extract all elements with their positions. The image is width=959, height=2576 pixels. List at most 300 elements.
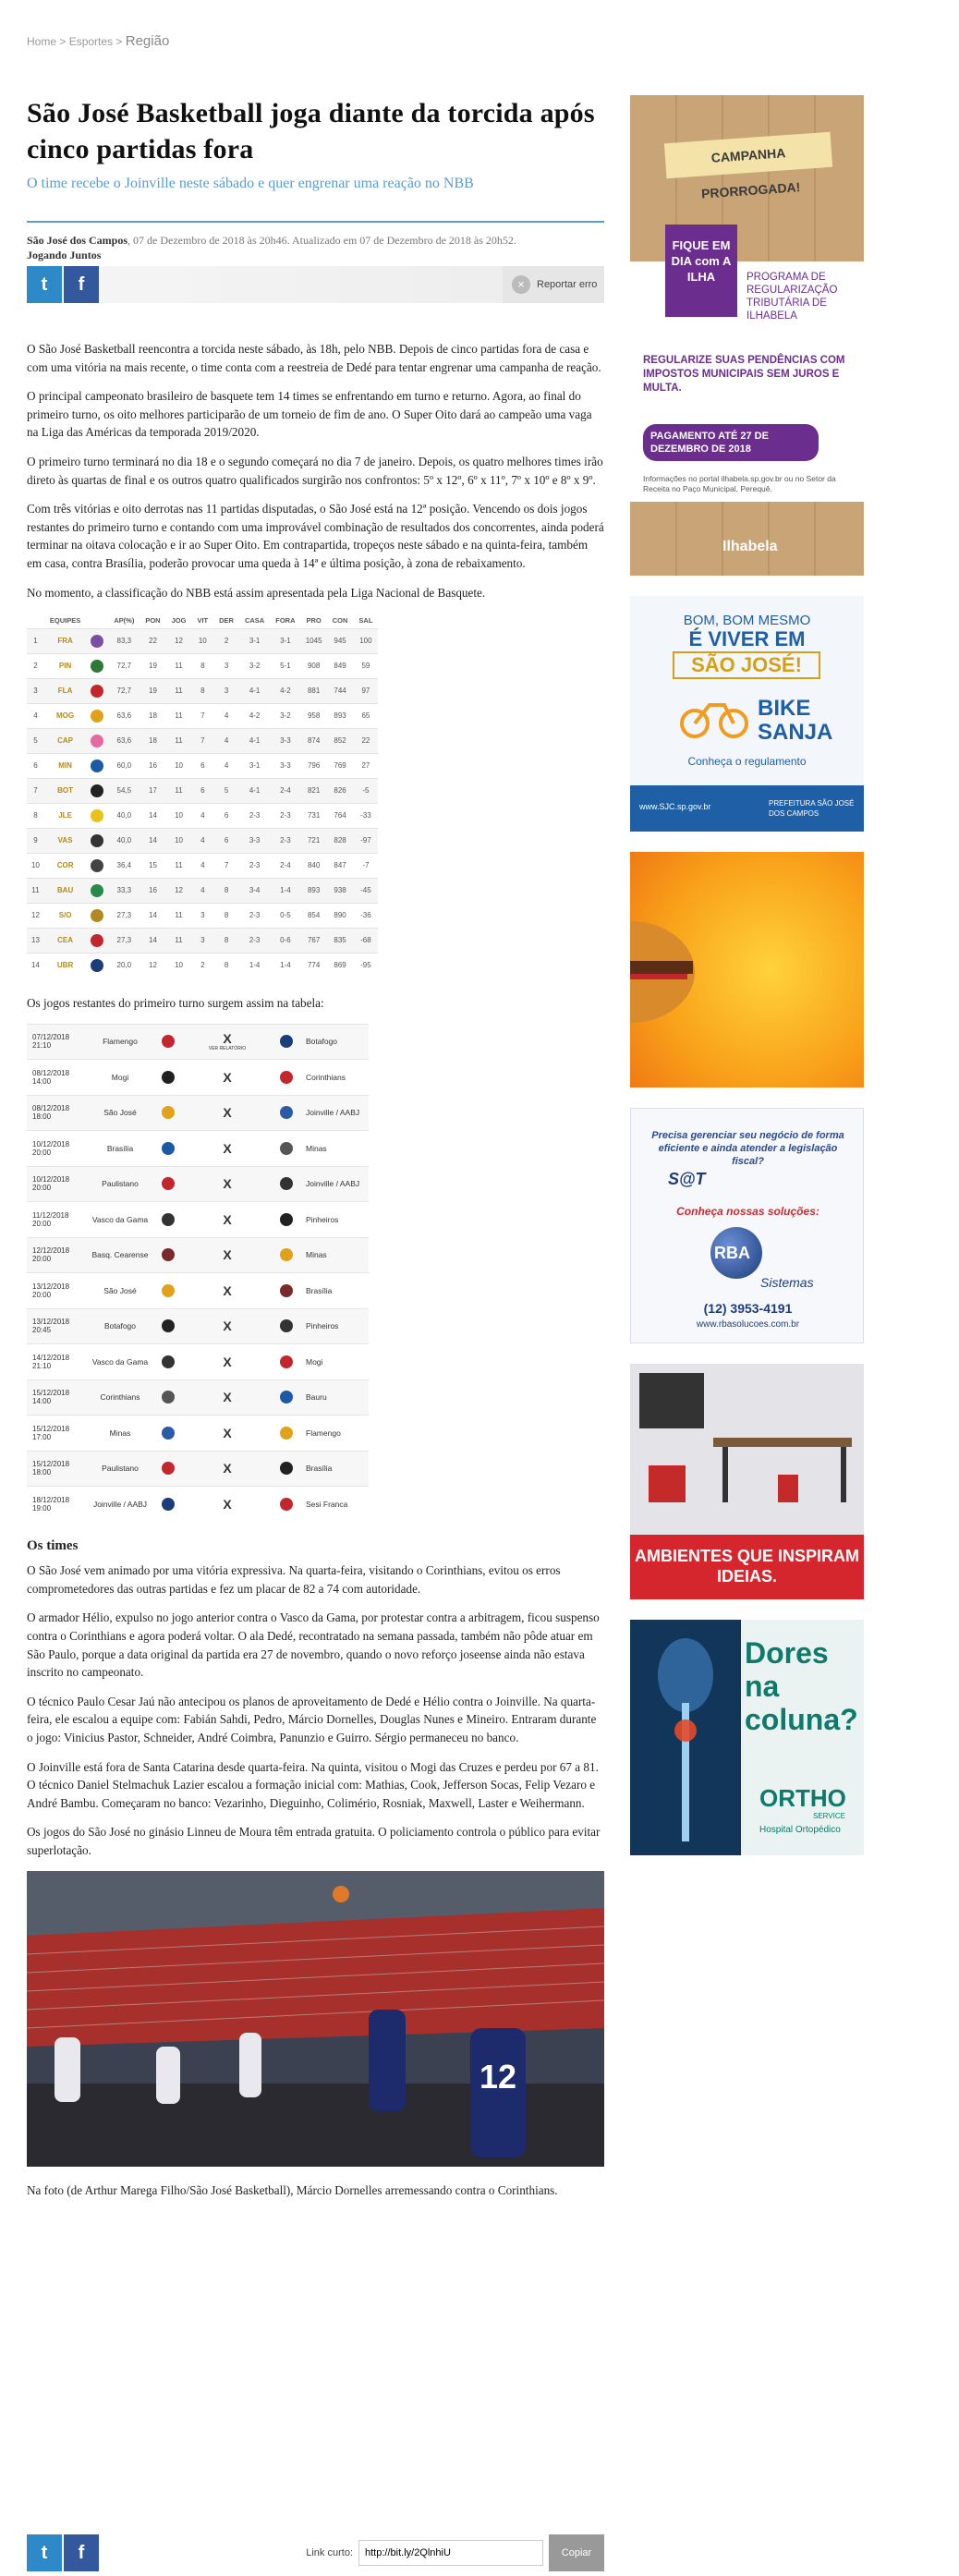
standings-cell: 893	[300, 878, 326, 903]
standings-cell: 3-2	[270, 703, 300, 728]
ad-furniture[interactable]	[630, 1364, 864, 1599]
game-date: 18/12/2018	[32, 1496, 70, 1505]
report-error-button[interactable]	[503, 266, 604, 303]
standings-row	[27, 753, 378, 778]
standings-header-cell: VIT	[197, 615, 209, 625]
home-team-logo-icon	[162, 1142, 175, 1155]
away-team: Corinthians	[302, 1060, 369, 1096]
team-logo-icon	[91, 660, 103, 673]
game-row	[27, 1487, 369, 1523]
away-team: Brasília	[302, 1451, 369, 1487]
away-logo-cell	[271, 1416, 302, 1452]
standings-cell: 1	[27, 628, 44, 653]
home-logo-cell	[152, 1273, 184, 1309]
versus-cell	[184, 1024, 271, 1060]
standings-cell: 10	[166, 828, 192, 853]
standings-cell: 945	[327, 628, 354, 653]
game-row	[27, 1131, 369, 1167]
away-team-logo-icon	[280, 1106, 293, 1119]
game-datetime	[27, 1273, 88, 1309]
ad-burger[interactable]	[630, 852, 864, 1088]
away-team-logo-icon	[280, 1319, 293, 1332]
team-cell	[44, 853, 86, 878]
standings-cell: 6	[213, 828, 239, 853]
game-datetime	[27, 1451, 88, 1487]
away-logo-cell	[271, 1202, 302, 1238]
standings-cell: 4	[213, 703, 239, 728]
team-cell	[44, 778, 86, 803]
standings-cell: 11	[166, 778, 192, 803]
away-team-logo-icon	[280, 1427, 293, 1440]
game-time: 20:00	[32, 1148, 52, 1157]
standings-cell: 8	[213, 903, 239, 928]
standings-cell: 1045	[300, 628, 326, 653]
away-team-logo-icon	[280, 1355, 293, 1368]
standings-cell: 7	[27, 778, 44, 803]
furniture-illustration	[630, 1364, 864, 1535]
away-logo-cell	[271, 1131, 302, 1167]
away-team-logo-icon	[280, 1035, 293, 1048]
team-cell	[44, 678, 86, 703]
ad-tag: FIQUE EM DIA com A ILHA	[665, 225, 737, 317]
twitter-icon: t	[41, 2542, 48, 2563]
standings-cell: 60,0	[108, 753, 140, 778]
standings-cell: 11	[166, 653, 192, 678]
standings-header-cell	[27, 613, 44, 628]
standings-cell: 3	[213, 678, 239, 703]
team-logo-cell	[86, 828, 108, 853]
standings-cell: 4-1	[239, 728, 270, 753]
game-datetime	[27, 1202, 88, 1238]
article-meta	[27, 232, 604, 249]
team-logo-cell	[86, 803, 108, 828]
game-datetime	[27, 1060, 88, 1096]
standings-cell: 11	[166, 678, 192, 703]
home-team-logo-icon	[162, 1355, 175, 1368]
standings-cell: 15	[140, 853, 165, 878]
standings-cell: 54,5	[108, 778, 140, 803]
away-team: Botafogo	[302, 1024, 369, 1060]
game-datetime	[27, 1095, 88, 1131]
report-link[interactable]: VER RELATÓRIO	[208, 1046, 247, 1052]
standings-cell: 72,7	[108, 678, 140, 703]
facebook-icon: f	[78, 2542, 85, 2563]
standings-cell: 14	[140, 803, 165, 828]
team-cell	[44, 928, 86, 953]
standings-cell: 3-1	[239, 628, 270, 653]
standings-cell: 27	[353, 753, 378, 778]
standings-cell: 6	[27, 753, 44, 778]
standings-cell: 20,0	[108, 953, 140, 978]
team-abbrev: JLE	[58, 811, 72, 820]
standings-cell: 22	[140, 628, 165, 653]
home-team: Paulistano	[88, 1166, 152, 1202]
standings-cell: 36,4	[108, 853, 140, 878]
standings-cell: 22	[353, 728, 378, 753]
team-cell	[44, 703, 86, 728]
team-logo-icon	[91, 859, 103, 872]
game-row	[27, 1379, 369, 1416]
away-logo-cell	[271, 1487, 302, 1523]
standings-row	[27, 953, 378, 978]
standings-cell: 3	[213, 653, 239, 678]
standings-cell: 3-3	[270, 753, 300, 778]
standings-header-cell: PRO	[306, 615, 322, 625]
team-abbrev: MIN	[58, 761, 72, 771]
standings-cell: -95	[353, 953, 378, 978]
standings-cell: 0-5	[270, 903, 300, 928]
ad-rba[interactable]	[630, 1108, 864, 1343]
team-logo-icon	[91, 685, 103, 698]
game-date: 15/12/2018	[32, 1424, 70, 1433]
standings-cell: 63,6	[108, 703, 140, 728]
standings-cell: 731	[300, 803, 326, 828]
game-date: 07/12/2018	[32, 1033, 70, 1042]
ad-brand: Ilhabela	[722, 539, 778, 554]
article-place: São José dos Campos	[27, 234, 128, 247]
home-logo-cell	[152, 1344, 184, 1380]
standings-cell: 19	[140, 653, 165, 678]
game-date: 15/12/2018	[32, 1460, 70, 1469]
home-logo-cell	[152, 1131, 184, 1167]
paragraph: Os jogos restantes do primeiro turno surgem assim na tabela:	[27, 996, 324, 1011]
breadcrumb-current[interactable]: Região	[125, 33, 170, 49]
versus-cell	[184, 1451, 271, 1487]
standings-cell: 764	[327, 803, 354, 828]
home-team-logo-icon	[162, 1427, 175, 1440]
home-team-logo-icon	[162, 1248, 175, 1261]
game-row	[27, 1344, 369, 1380]
versus-cell	[184, 1273, 271, 1309]
away-team: Brasília	[302, 1273, 369, 1309]
standings-cell: 7	[191, 703, 213, 728]
paragraph: O São José vem animado por uma vitória expressiva. Na quarta-feira, visitando o Corinthians, evitou os erros comprometedores das outras partidas e fez um placar de 82 a 74 com autoridade.	[27, 1563, 561, 1596]
standings-cell: 16	[140, 878, 165, 903]
away-team-logo-icon	[280, 1248, 293, 1261]
standings-header-cell: CON	[332, 615, 348, 625]
paragraph: O armador Hélio, expulso no jogo anterior contra o Vasco da Gama, por protestar contra a arbitragem, ficou suspenso contra o Corinthians e agora poderá voltar. O ala Dedé, recontratado na semana passada, também não pôde atuar em São Paulo, porque a data original da partida era 27 de novembro, quando o novo reforço joseense ainda não estava inscrito no campeonato.	[27, 1610, 600, 1680]
game-date: 10/12/2018	[32, 1175, 70, 1185]
ad-brand-sub: SERVICE	[813, 1812, 845, 1820]
game-row	[27, 1451, 369, 1487]
breadcrumb-sep: >	[113, 35, 126, 48]
standings-header-row	[27, 613, 378, 628]
ad-brand: ORTHO	[759, 1784, 846, 1812]
standings-cell: 4	[27, 703, 44, 728]
standings-cell: 4	[191, 803, 213, 828]
article-dates: , 07 de Dezembro de 2018 às 20h46. Atualizado em 07 de Dezembro de 2018 às 20h52.	[127, 234, 516, 247]
team-logo-cell	[86, 928, 108, 953]
article-title: São José Basketball joga diante da torcida após cinco partidas fora	[27, 98, 595, 164]
team-logo-cell	[86, 703, 108, 728]
home-logo-cell	[152, 1095, 184, 1131]
home-team: Basq. Cearense	[88, 1237, 152, 1273]
team-abbrev: CEA	[57, 936, 74, 945]
home-team: São José	[88, 1095, 152, 1131]
game-row	[27, 1273, 369, 1309]
twitter-icon: t	[41, 273, 48, 295]
home-team: Joinville / AABJ	[88, 1487, 152, 1523]
standings-cell: 1-4	[270, 953, 300, 978]
versus-mark: X	[223, 1176, 232, 1192]
team-logo-icon	[91, 735, 103, 747]
team-cell	[44, 753, 86, 778]
share-bar	[27, 266, 604, 303]
standings-cell: 40,0	[108, 828, 140, 853]
standings-cell: 958	[300, 703, 326, 728]
standings-cell: 938	[327, 878, 354, 903]
standings-cell: 4	[213, 728, 239, 753]
standings-row	[27, 903, 378, 928]
versus-mark: X	[223, 1282, 232, 1298]
standings-cell: 4	[191, 853, 213, 878]
article-author: Jogando Juntos	[27, 249, 102, 261]
game-row	[27, 1095, 369, 1131]
facebook-share-button[interactable]	[64, 2534, 99, 2571]
versus-mark: X	[223, 1390, 232, 1405]
home-logo-cell	[152, 1416, 184, 1452]
standings-row	[27, 703, 378, 728]
ad-sat: S@T	[668, 1170, 706, 1188]
copy-button[interactable]: Copiar	[549, 2534, 604, 2571]
away-team: Joinville / AABJ	[302, 1166, 369, 1202]
standings-cell: 1-4	[239, 953, 270, 978]
home-logo-cell	[152, 1202, 184, 1238]
team-logo-icon	[91, 809, 103, 822]
paragraph: O São José Basketball reencontra a torcida neste sábado, às 18h, pelo NBB. Depois de cinco partidas fora de casa e com uma vitória na mais recente, o time conta com a reestreia de Dedé para tentar engrenar uma campanha de reação.	[27, 342, 601, 374]
sidebar-ads	[630, 95, 864, 1876]
standings-cell: 4-2	[239, 703, 270, 728]
standings-cell: 4	[191, 878, 213, 903]
away-team: Pinheiros	[302, 1202, 369, 1238]
standings-cell: 8	[213, 953, 239, 978]
standings-cell: 18	[140, 728, 165, 753]
home-logo-cell	[152, 1024, 184, 1060]
game-date: 13/12/2018	[32, 1318, 70, 1327]
short-link-label: Link curto:	[306, 2547, 353, 2558]
home-logo-cell	[152, 1487, 184, 1523]
facebook-share-button[interactable]	[64, 266, 99, 303]
away-team-logo-icon	[280, 1498, 293, 1511]
standings-cell: 83,3	[108, 628, 140, 653]
standings-cell: 721	[300, 828, 326, 853]
twitter-share-button[interactable]	[27, 2534, 62, 2571]
home-logo-cell	[152, 1237, 184, 1273]
standings-cell: 869	[327, 953, 354, 978]
standings-cell: 3	[191, 928, 213, 953]
team-cell	[44, 803, 86, 828]
photo-caption: Na foto (de Arthur Marega Filho/São José Basketball), Márcio Dornelles arremessando contra o Corinthians.	[27, 2182, 558, 2197]
game-datetime	[27, 1166, 88, 1202]
standings-header-cell: DER	[219, 615, 234, 625]
away-logo-cell	[271, 1060, 302, 1096]
away-logo-cell	[271, 1237, 302, 1273]
standings-cell: 1-4	[270, 878, 300, 903]
team-logo-cell	[86, 753, 108, 778]
standings-cell: 3-3	[270, 728, 300, 753]
standings-cell: 6	[191, 753, 213, 778]
away-team-logo-icon	[280, 1142, 293, 1155]
standings-cell: 12	[166, 628, 192, 653]
ad-line3: SÃO JOSÉ!	[673, 651, 820, 679]
versus-cell	[184, 1237, 271, 1273]
game-time: 21:10	[32, 1041, 52, 1051]
standings-cell: 2-3	[239, 853, 270, 878]
standings-cell: 2	[213, 628, 239, 653]
home-team-logo-icon	[162, 1035, 175, 1048]
game-time: 21:10	[32, 1361, 52, 1370]
ad-brand2: Sistemas	[760, 1275, 814, 1290]
ad-brand-tag: Hospital Ortopédico	[759, 1825, 841, 1835]
ad-info: Informações no portal ilhabela.sp.gov.br ou no Setor da Receita no Paço Municipal, Perequê.	[643, 474, 836, 493]
away-team-logo-icon	[280, 1391, 293, 1403]
game-datetime	[27, 1237, 88, 1273]
standings-header-cell: AP(%)	[114, 615, 135, 625]
team-logo-icon	[91, 884, 103, 897]
home-team: Botafogo	[88, 1308, 152, 1344]
ad-solutions: Conheça nossas soluções:	[676, 1205, 819, 1218]
ad-ortho[interactable]	[630, 1620, 864, 1855]
home-team-logo-icon	[162, 1498, 175, 1511]
breadcrumb-section[interactable]: Esportes	[68, 35, 114, 48]
away-team: Minas	[302, 1237, 369, 1273]
standings-cell: 769	[327, 753, 354, 778]
home-logo-cell	[152, 1451, 184, 1487]
paragraph: Com três vitórias e oito derrotas nas 11 partidas disputadas, o São José está na 12ª posição. Vencendo os dois jogos restantes do primeiro turno e contando com uma improvável combinação de resultados dos concorrentes, ainda poderá terminar na oitava colocação e ir ao Super Oito. Em contrapartida, tropeços neste sábado e na quinta-feira, também em casa, contra Brasília, poderão provocar uma queda à 14ª e última posição, à zona de rebaixamento.	[27, 502, 604, 570]
standings-cell: 2-3	[239, 803, 270, 828]
spine-illustration	[630, 1620, 741, 1855]
standings-cell: 767	[300, 928, 326, 953]
standings-header-cell: PON	[145, 615, 161, 625]
home-logo-cell	[152, 1166, 184, 1202]
standings-cell: 63,6	[108, 728, 140, 753]
away-team: Bauru	[302, 1379, 369, 1416]
versus-cell	[184, 1308, 271, 1344]
standings-cell: 11	[166, 903, 192, 928]
ad-phone: (12) 3953-4191	[703, 1301, 793, 1316]
home-team-logo-icon	[162, 1177, 175, 1190]
versus-mark: X	[223, 1354, 232, 1369]
team-logo-icon	[91, 759, 103, 772]
away-team-logo-icon	[280, 1284, 293, 1297]
game-date: 13/12/2018	[32, 1282, 70, 1291]
ad-brand1: BIKE	[758, 696, 811, 721]
short-link-input[interactable]	[358, 2540, 543, 2566]
breadcrumb-home[interactable]: Home	[27, 35, 57, 48]
standings-row	[27, 828, 378, 853]
standings-cell: -36	[353, 903, 378, 928]
standings-cell: 852	[327, 728, 354, 753]
game-date: 08/12/2018	[32, 1104, 70, 1113]
versus-cell	[184, 1416, 271, 1452]
team-logo-icon	[91, 784, 103, 797]
standings-cell: 8	[27, 803, 44, 828]
standings-cell: 835	[327, 928, 354, 953]
versus-cell	[184, 1379, 271, 1416]
away-team: Sesi Franca	[302, 1487, 369, 1523]
divider	[27, 221, 604, 223]
game-datetime	[27, 1308, 88, 1344]
game-time: 14:00	[32, 1076, 52, 1086]
home-team: São José	[88, 1273, 152, 1309]
facebook-icon: f	[78, 273, 85, 295]
share-footer	[27, 2534, 604, 2571]
team-logo-cell	[86, 728, 108, 753]
standings-cell: 11	[166, 928, 192, 953]
standings-cell: 908	[300, 653, 326, 678]
standings-row	[27, 653, 378, 678]
away-team: Mogi	[302, 1344, 369, 1380]
team-cell	[44, 878, 86, 903]
standings-cell: 12	[166, 878, 192, 903]
standings-cell: 5	[27, 728, 44, 753]
standings-cell: 821	[300, 778, 326, 803]
standings-cell: 881	[300, 678, 326, 703]
home-team: Mogi	[88, 1060, 152, 1096]
home-team-logo-icon	[162, 1462, 175, 1475]
ad-ilhabela[interactable]	[630, 95, 864, 576]
twitter-share-button[interactable]	[27, 266, 62, 303]
standings-row	[27, 678, 378, 703]
game-date: 12/12/2018	[32, 1246, 70, 1256]
standings-cell: 8	[213, 928, 239, 953]
burger-illustration	[630, 852, 864, 1088]
standings-cell: 4-1	[239, 778, 270, 803]
ad-pref: PREFEITURA SÃO JOSÉ DOS CAMPOS	[769, 799, 855, 818]
home-team: Flamengo	[88, 1024, 152, 1060]
home-team: Minas	[88, 1416, 152, 1452]
standings-cell: -7	[353, 853, 378, 878]
standings-cell: 796	[300, 753, 326, 778]
paragraph: Os jogos do São José no ginásio Linneu de Moura têm entrada gratuita. O policiamento controla o público para evitar superlotação.	[27, 1825, 601, 1857]
away-logo-cell	[271, 1166, 302, 1202]
versus-cell	[184, 1131, 271, 1167]
versus-mark: X	[223, 1105, 232, 1121]
away-team: Flamengo	[302, 1416, 369, 1452]
standings-cell: 11	[166, 703, 192, 728]
home-team-logo-icon	[162, 1284, 175, 1297]
ad-line2: É VIVER EM	[688, 627, 806, 650]
breadcrumb-sep: >	[56, 35, 69, 48]
team-logo-cell	[86, 778, 108, 803]
team-cell	[44, 953, 86, 978]
game-row	[27, 1237, 369, 1273]
paragraph: O principal campeonato brasileiro de basquete tem 14 times se enfrentando em turno e returno. Agora, ao final do primeiro turno, os oito melhores participarão de um torneio de fim de ano. O Super Oito dará ao campeão uma vaga na Liga das Américas da temporada 2019/2020.	[27, 389, 592, 440]
team-cell	[44, 628, 86, 653]
ad-bike-sanja[interactable]	[630, 596, 864, 832]
article-photo	[27, 1871, 604, 2167]
away-logo-cell	[271, 1095, 302, 1131]
ad-cta: Conheça o regulamento	[687, 755, 807, 768]
standings-cell: 2-3	[239, 903, 270, 928]
standings-cell: 16	[140, 753, 165, 778]
home-team-logo-icon	[162, 1106, 175, 1119]
team-logo-cell	[86, 653, 108, 678]
standings-cell: 27,3	[108, 903, 140, 928]
standings-cell: 12	[27, 903, 44, 928]
standings-cell: 97	[353, 678, 378, 703]
away-team: Minas	[302, 1131, 369, 1167]
ad-headline: Precisa gerenciar seu negócio de forma eficiente e ainda atender a legislação fiscal?	[651, 1130, 844, 1167]
standings-cell: 854	[300, 903, 326, 928]
versus-mark: X	[223, 1318, 232, 1334]
standings-row	[27, 778, 378, 803]
standings-cell: 72,7	[108, 653, 140, 678]
home-team-logo-icon	[162, 1319, 175, 1332]
team-logo-cell	[86, 628, 108, 653]
team-abbrev: PIN	[58, 662, 72, 671]
standings-row	[27, 878, 378, 903]
